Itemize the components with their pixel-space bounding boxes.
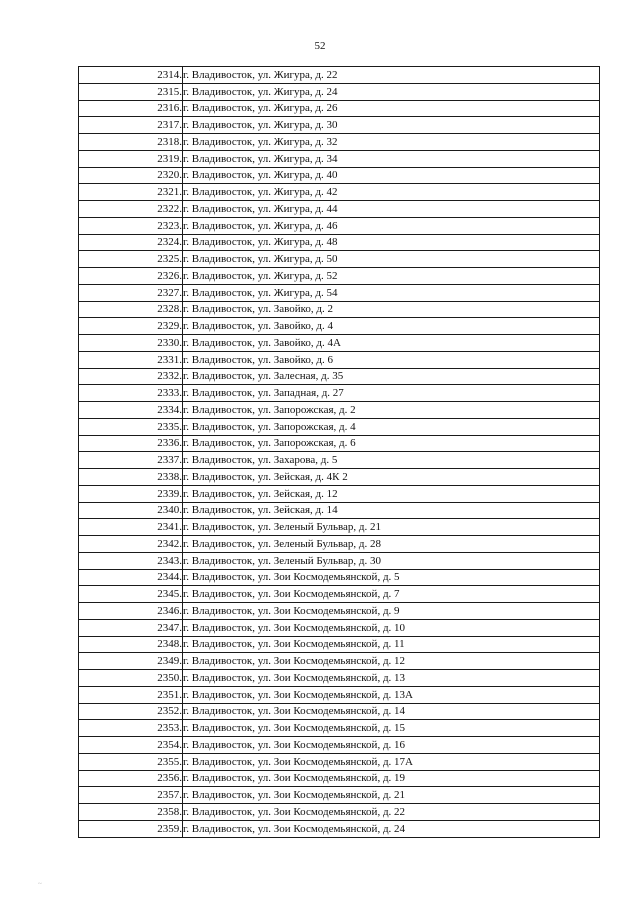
table-row bbox=[79, 603, 600, 620]
row-address: г. Владивосток, ул. Жигура, д. 44 bbox=[183, 201, 600, 218]
row-address: г. Владивосток, ул. Запорожская, д. 6 bbox=[183, 435, 600, 452]
table-row bbox=[79, 670, 600, 687]
table-row bbox=[79, 418, 600, 435]
row-number: 2349. bbox=[79, 653, 183, 670]
row-address: г. Владивосток, ул. Запорожская, д. 4 bbox=[183, 418, 600, 435]
table-row bbox=[79, 536, 600, 553]
row-address: г. Владивосток, ул. Жигура, д. 22 bbox=[183, 67, 600, 84]
table-row bbox=[79, 67, 600, 84]
row-address: г. Владивосток, ул. Зои Космодемьянской, д. 17А bbox=[183, 753, 600, 770]
row-number: 2334. bbox=[79, 402, 183, 419]
row-number: 2344. bbox=[79, 569, 183, 586]
row-address: г. Владивосток, ул. Жигура, д. 52 bbox=[183, 268, 600, 285]
row-address: г. Владивосток, ул. Зейская, д. 4К 2 bbox=[183, 469, 600, 486]
row-number: 2323. bbox=[79, 217, 183, 234]
row-address: г. Владивосток, ул. Зои Космодемьянской, д. 13 bbox=[183, 670, 600, 687]
table-row bbox=[79, 469, 600, 486]
row-number: 2345. bbox=[79, 586, 183, 603]
row-number: 2324. bbox=[79, 234, 183, 251]
row-number: 2346. bbox=[79, 603, 183, 620]
table-row bbox=[79, 770, 600, 787]
row-address: г. Владивосток, ул. Жигура, д. 26 bbox=[183, 100, 600, 117]
row-address: г. Владивосток, ул. Зои Космодемьянской, д. 12 bbox=[183, 653, 600, 670]
table-row bbox=[79, 820, 600, 837]
row-address: г. Владивосток, ул. Завойко, д. 6 bbox=[183, 351, 600, 368]
row-number: 2322. bbox=[79, 201, 183, 218]
table-row bbox=[79, 737, 600, 754]
table-row bbox=[79, 284, 600, 301]
table-row bbox=[79, 150, 600, 167]
table-row bbox=[79, 686, 600, 703]
row-address: г. Владивосток, ул. Жигура, д. 50 bbox=[183, 251, 600, 268]
row-address: г. Владивосток, ул. Жигура, д. 46 bbox=[183, 217, 600, 234]
address-table-body bbox=[79, 67, 600, 838]
row-number: 2348. bbox=[79, 636, 183, 653]
row-address: г. Владивосток, ул. Жигура, д. 48 bbox=[183, 234, 600, 251]
table-row bbox=[79, 586, 600, 603]
row-address: г. Владивосток, ул. Зеленый Бульвар, д. 28 bbox=[183, 536, 600, 553]
row-number: 2319. bbox=[79, 150, 183, 167]
row-number: 2329. bbox=[79, 318, 183, 335]
table-row bbox=[79, 385, 600, 402]
table-row bbox=[79, 720, 600, 737]
row-address: г. Владивосток, ул. Зои Космодемьянской, д. 19 bbox=[183, 770, 600, 787]
row-address: г. Владивосток, ул. Завойко, д. 2 bbox=[183, 301, 600, 318]
table-row bbox=[79, 502, 600, 519]
row-number: 2333. bbox=[79, 385, 183, 402]
row-number: 2332. bbox=[79, 368, 183, 385]
row-number: 2330. bbox=[79, 335, 183, 352]
row-address: г. Владивосток, ул. Жигура, д. 42 bbox=[183, 184, 600, 201]
row-number: 2350. bbox=[79, 670, 183, 687]
table-row bbox=[79, 134, 600, 151]
table-row bbox=[79, 201, 600, 218]
row-address: г. Владивосток, ул. Захарова, д. 5 bbox=[183, 452, 600, 469]
row-number: 2326. bbox=[79, 268, 183, 285]
row-number: 2336. bbox=[79, 435, 183, 452]
row-address: г. Владивосток, ул. Залесная, д. 35 bbox=[183, 368, 600, 385]
table-row bbox=[79, 83, 600, 100]
table-row bbox=[79, 368, 600, 385]
row-address: г. Владивосток, ул. Запорожская, д. 2 bbox=[183, 402, 600, 419]
bottom-mark: ~ bbox=[38, 880, 42, 888]
table-row bbox=[79, 753, 600, 770]
row-number: 2328. bbox=[79, 301, 183, 318]
table-row bbox=[79, 485, 600, 502]
row-address: г. Владивосток, ул. Западная, д. 27 bbox=[183, 385, 600, 402]
table-row bbox=[79, 234, 600, 251]
row-address: г. Владивосток, ул. Зеленый Бульвар, д. 21 bbox=[183, 519, 600, 536]
table-row bbox=[79, 335, 600, 352]
row-number: 2353. bbox=[79, 720, 183, 737]
row-number: 2327. bbox=[79, 284, 183, 301]
table-row bbox=[79, 251, 600, 268]
row-number: 2320. bbox=[79, 167, 183, 184]
table-row bbox=[79, 636, 600, 653]
table-row bbox=[79, 653, 600, 670]
table-row bbox=[79, 117, 600, 134]
row-number: 2341. bbox=[79, 519, 183, 536]
row-address: г. Владивосток, ул. Зои Космодемьянской, д. 5 bbox=[183, 569, 600, 586]
row-address: г. Владивосток, ул. Зои Космодемьянской, д. 10 bbox=[183, 619, 600, 636]
row-address: г. Владивосток, ул. Зои Космодемьянской, д. 13А bbox=[183, 686, 600, 703]
row-number: 2352. bbox=[79, 703, 183, 720]
row-number: 2325. bbox=[79, 251, 183, 268]
table-row bbox=[79, 217, 600, 234]
row-number: 2317. bbox=[79, 117, 183, 134]
row-address: г. Владивосток, ул. Зои Космодемьянской, д. 22 bbox=[183, 804, 600, 821]
row-number: 2321. bbox=[79, 184, 183, 201]
row-address: г. Владивосток, ул. Зеленый Бульвар, д. 30 bbox=[183, 552, 600, 569]
table-row bbox=[79, 435, 600, 452]
table-row bbox=[79, 100, 600, 117]
row-address: г. Владивосток, ул. Зои Космодемьянской, д. 14 bbox=[183, 703, 600, 720]
row-number: 2356. bbox=[79, 770, 183, 787]
row-number: 2359. bbox=[79, 820, 183, 837]
table-row bbox=[79, 569, 600, 586]
row-number: 2339. bbox=[79, 485, 183, 502]
row-number: 2351. bbox=[79, 686, 183, 703]
row-number: 2337. bbox=[79, 452, 183, 469]
table-row bbox=[79, 452, 600, 469]
row-number: 2347. bbox=[79, 619, 183, 636]
row-address: г. Владивосток, ул. Жигура, д. 54 bbox=[183, 284, 600, 301]
table-row bbox=[79, 804, 600, 821]
row-address: г. Владивосток, ул. Жигура, д. 30 bbox=[183, 117, 600, 134]
table-row bbox=[79, 268, 600, 285]
table-row bbox=[79, 552, 600, 569]
row-address: г. Владивосток, ул. Зейская, д. 12 bbox=[183, 485, 600, 502]
row-number: 2357. bbox=[79, 787, 183, 804]
row-address: г. Владивосток, ул. Завойко, д. 4 bbox=[183, 318, 600, 335]
row-address: г. Владивосток, ул. Зои Космодемьянской, д. 11 bbox=[183, 636, 600, 653]
row-address: г. Владивосток, ул. Завойко, д. 4А bbox=[183, 335, 600, 352]
row-number: 2354. bbox=[79, 737, 183, 754]
table-row bbox=[79, 301, 600, 318]
row-number: 2315. bbox=[79, 83, 183, 100]
address-table bbox=[78, 66, 600, 838]
table-row bbox=[79, 167, 600, 184]
row-number: 2314. bbox=[79, 67, 183, 84]
table-row bbox=[79, 351, 600, 368]
row-number: 2355. bbox=[79, 753, 183, 770]
row-address: г. Владивосток, ул. Жигура, д. 34 bbox=[183, 150, 600, 167]
row-number: 2342. bbox=[79, 536, 183, 553]
row-address: г. Владивосток, ул. Зои Космодемьянской, д. 9 bbox=[183, 603, 600, 620]
table-row bbox=[79, 703, 600, 720]
row-address: г. Владивосток, ул. Жигура, д. 32 bbox=[183, 134, 600, 151]
row-address: г. Владивосток, ул. Зои Космодемьянской, д. 7 bbox=[183, 586, 600, 603]
row-address: г. Владивосток, ул. Зои Космодемьянской, д. 21 bbox=[183, 787, 600, 804]
row-number: 2338. bbox=[79, 469, 183, 486]
row-number: 2343. bbox=[79, 552, 183, 569]
row-address: г. Владивосток, ул. Жигура, д. 24 bbox=[183, 83, 600, 100]
row-address: г. Владивосток, ул. Зейская, д. 14 bbox=[183, 502, 600, 519]
row-number: 2331. bbox=[79, 351, 183, 368]
row-number: 2318. bbox=[79, 134, 183, 151]
table-row bbox=[79, 787, 600, 804]
table-row bbox=[79, 619, 600, 636]
row-address: г. Владивосток, ул. Жигура, д. 40 bbox=[183, 167, 600, 184]
page-number: 52 bbox=[314, 40, 326, 52]
table-row bbox=[79, 519, 600, 536]
row-address: г. Владивосток, ул. Зои Космодемьянской, д. 15 bbox=[183, 720, 600, 737]
row-number: 2316. bbox=[79, 100, 183, 117]
table-row bbox=[79, 184, 600, 201]
table-row bbox=[79, 402, 600, 419]
table-row bbox=[79, 318, 600, 335]
row-address: г. Владивосток, ул. Зои Космодемьянской, д. 16 bbox=[183, 737, 600, 754]
row-number: 2340. bbox=[79, 502, 183, 519]
row-address: г. Владивосток, ул. Зои Космодемьянской, д. 24 bbox=[183, 820, 600, 837]
row-number: 2358. bbox=[79, 804, 183, 821]
row-number: 2335. bbox=[79, 418, 183, 435]
